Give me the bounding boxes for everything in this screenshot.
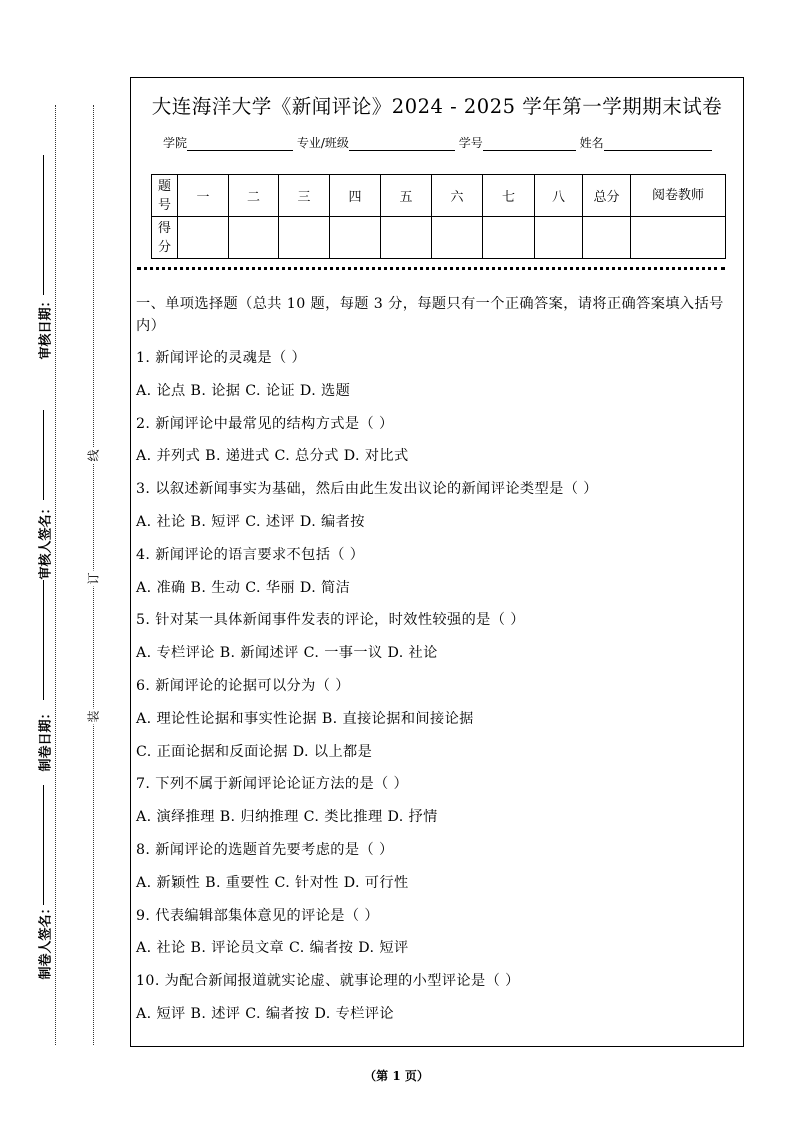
score-table	[151, 174, 726, 259]
score-col-4: 四	[330, 175, 381, 217]
binding-char-staple: 订	[86, 572, 101, 585]
maker-date-field[interactable]	[43, 580, 44, 700]
score-col-3: 三	[279, 175, 330, 217]
reviewer-sign-label: 审核人签名：	[35, 520, 54, 580]
question-5-options: A. 专栏评论 B. 新闻述评 C. 一事一议 D. 社论	[136, 645, 438, 662]
section-heading: 一、单项选择题（总共 10 题，每题 3 分，每题只有一个正确答案，请将正确答案填入括号内）	[136, 296, 724, 334]
review-date-label: 审核日期：	[35, 300, 54, 360]
score-cell[interactable]	[178, 217, 229, 259]
maker-date-label: 制卷日期：	[35, 712, 54, 772]
score-col-8: 八	[535, 175, 583, 217]
college-input[interactable]	[187, 137, 293, 151]
score-col-grader: 阅卷教师	[631, 175, 726, 217]
score-col-7: 七	[483, 175, 535, 217]
question-6-options: C. 正面论据和反面论据 D. 以上都是	[136, 743, 373, 760]
question-8-options: A. 新颖性 B. 重要性 C. 针对性 D. 可行性	[136, 874, 409, 891]
question-6: 6. 新闻评论的论据可以分为（ ）	[136, 677, 350, 694]
binding-char-line: 线	[86, 449, 101, 462]
score-cell-grader[interactable]	[631, 217, 726, 259]
maker-sign-label: 制卷人签名：	[35, 920, 54, 980]
question-9: 9. 代表编辑部集体意见的评论是（ ）	[136, 907, 379, 924]
question-5: 5. 针对某一具体新闻事件发表的评论，时效性较强的是（ ）	[136, 612, 525, 629]
question-9-options: A. 社论 B. 评论员文章 C. 编者按 D. 短评	[136, 940, 409, 957]
binding-dotted-line-outer	[55, 105, 56, 1045]
question-list	[136, 342, 736, 1031]
score-cell[interactable]	[229, 217, 279, 259]
question-10: 10. 为配合新闻报道就实论虚、就事论理的小型评论是（ ）	[136, 973, 520, 990]
question-4-options: A. 准确 B. 生动 C. 华丽 D. 简洁	[136, 579, 351, 596]
student-id-input[interactable]	[483, 137, 576, 151]
score-table-header-number: 题号	[152, 175, 178, 217]
score-cell[interactable]	[330, 217, 381, 259]
score-col-2: 二	[229, 175, 279, 217]
score-cell-total[interactable]	[583, 217, 631, 259]
score-cell[interactable]	[381, 217, 432, 259]
exam-frame	[130, 77, 744, 1047]
score-cell[interactable]	[483, 217, 535, 259]
reviewer-sign-field[interactable]	[43, 410, 44, 500]
name-input[interactable]	[604, 137, 712, 151]
exam-title: 大连海洋大学《新闻评论》2024 - 2025 学年第一学期期末试卷	[151, 95, 723, 118]
maker-sign-field[interactable]	[43, 785, 44, 905]
name-label: 姓名	[579, 136, 604, 150]
dotted-separator	[137, 267, 725, 270]
question-1-options: A. 论点 B. 论据 C. 论证 D. 选题	[136, 382, 351, 399]
page-number: （第 1 页）	[364, 1069, 429, 1083]
question-3-options: A. 社论 B. 短评 C. 述评 D. 编者按	[136, 513, 365, 530]
major-label: 专业/班级	[296, 136, 349, 150]
question-7: 7. 下列不属于新闻评论论证方法的是（ ）	[136, 776, 409, 793]
section-single-choice	[136, 289, 736, 1031]
binding-char-bind: 装	[86, 710, 101, 723]
question-2: 2. 新闻评论中最常见的结构方式是（ ）	[136, 415, 394, 432]
question-7-options: A. 演绎推理 B. 归纳推理 C. 类比推理 D. 抒情	[136, 809, 438, 826]
score-table-header-score: 得分	[152, 217, 178, 259]
review-date-field[interactable]	[43, 155, 44, 295]
question-10-options: A. 短评 B. 述评 C. 编者按 D. 专栏评论	[136, 1005, 394, 1022]
score-col-5: 五	[381, 175, 432, 217]
question-6-options: A. 理论性论据和事实性论据 B. 直接论据和间接论据	[136, 710, 474, 727]
score-cell[interactable]	[279, 217, 330, 259]
question-1: 1. 新闻评论的灵魂是（ ）	[136, 350, 307, 366]
question-2-options: A. 并列式 B. 递进式 C. 总分式 D. 对比式	[136, 448, 409, 465]
score-col-total: 总分	[583, 175, 631, 217]
question-8: 8. 新闻评论的选题首先要考虑的是（ ）	[136, 841, 394, 858]
major-input[interactable]	[349, 137, 455, 151]
score-col-6: 六	[432, 175, 483, 217]
college-label: 学院	[163, 136, 188, 150]
student-info-row	[163, 134, 712, 151]
score-cell[interactable]	[432, 217, 483, 259]
score-cell[interactable]	[535, 217, 583, 259]
question-4: 4. 新闻评论的语言要求不包括（ ）	[136, 546, 365, 563]
score-col-1: 一	[178, 175, 229, 217]
question-3: 3. 以叙述新闻事实为基础，然后由此生发出议论的新闻评论类型是（ ）	[136, 481, 598, 498]
student-id-label: 学号	[458, 136, 483, 150]
